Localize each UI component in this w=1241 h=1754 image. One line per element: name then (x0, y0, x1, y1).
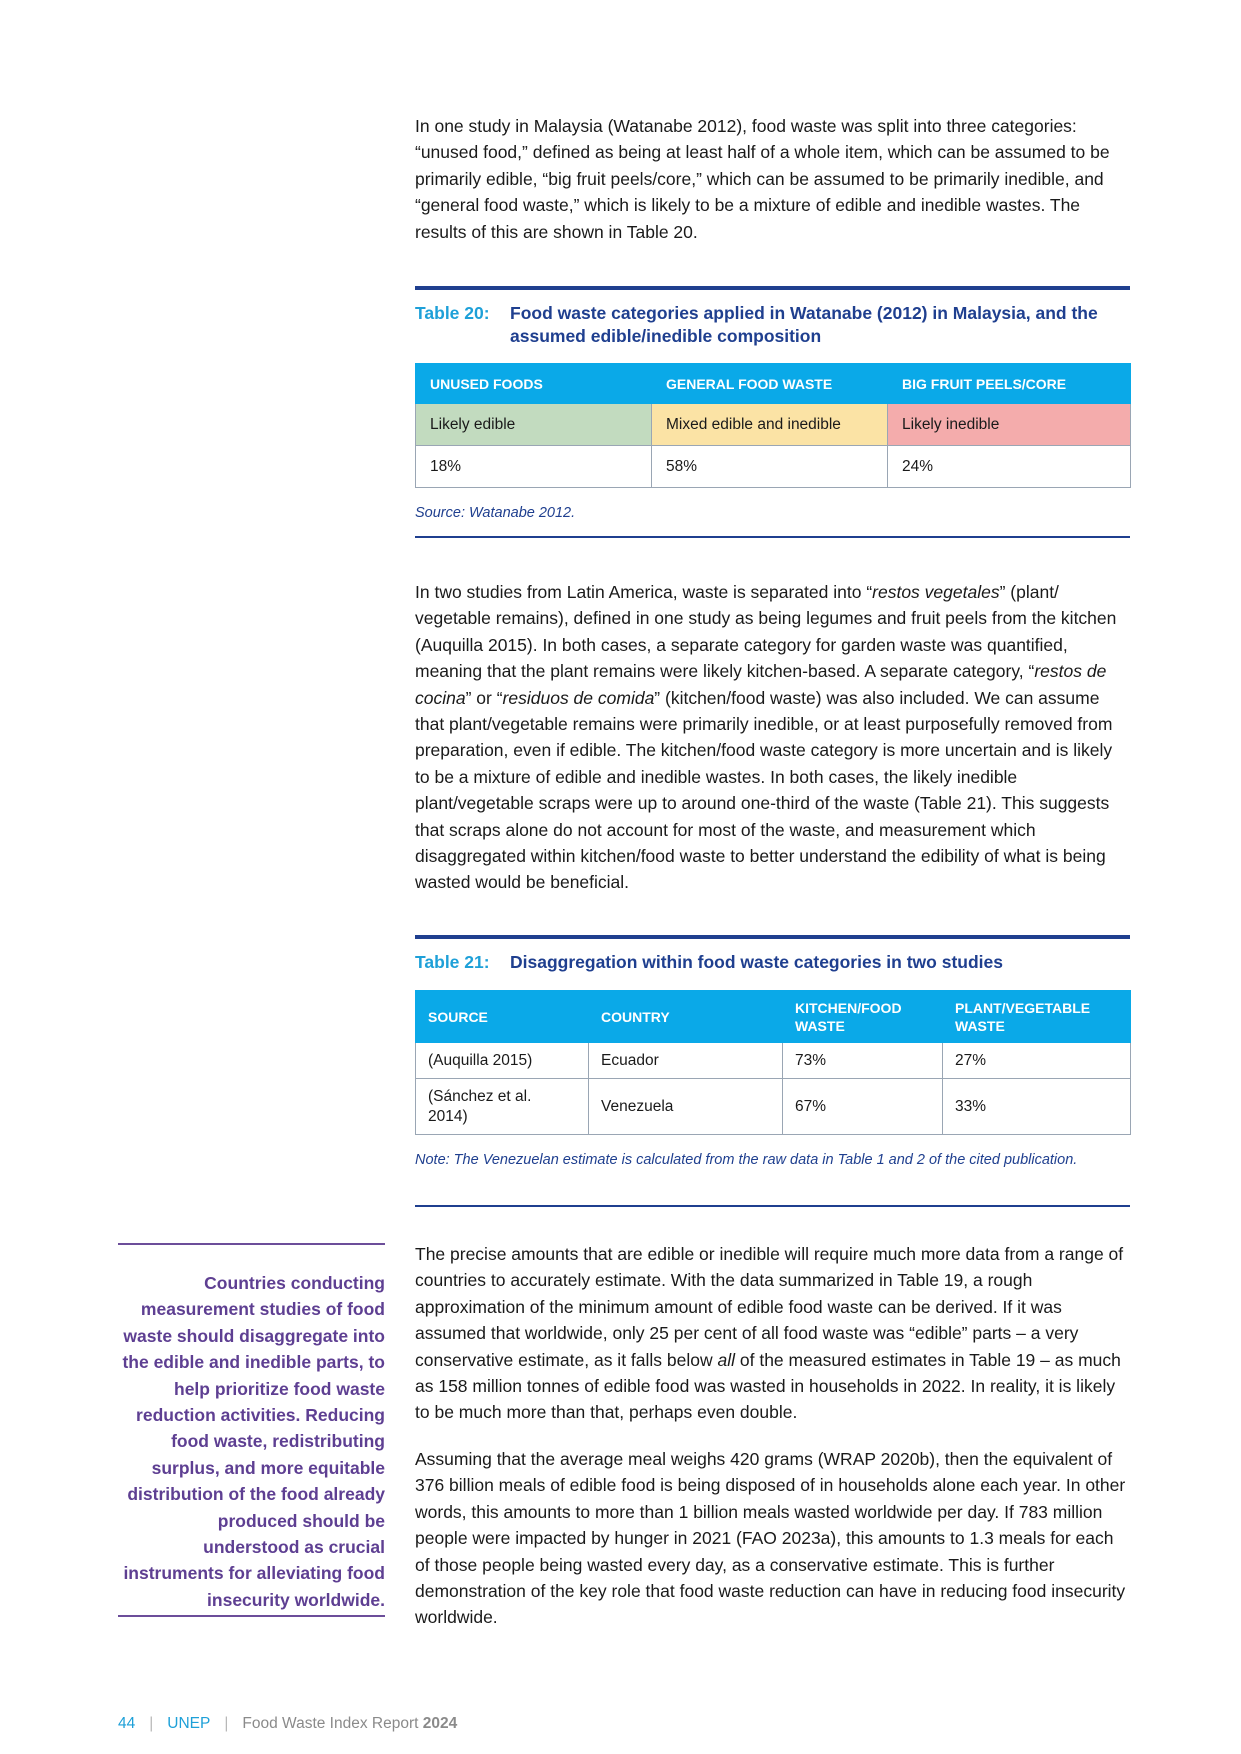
footer-separator: | (149, 1715, 154, 1732)
table21-header-row (416, 991, 1131, 1043)
table20-cell-likely-inedible: Likely inedible (888, 404, 1131, 446)
paragraph-meals-equivalent: Assuming that the average meal weighs 420 grams (WRAP 2020b), then the equivalent of 376 billion meals of edible food is being disposed of in households alone each year. In other words, this amounts to more than 1 billion meals wasted worldwide per day. If 783 million people were impacted by hunger in 2021 (FAO 2023a), this amounts to 1.3 meals for each of those people being wasted every day, as a conservative estimate. This is further demonstration of the key role that food waste reduction can have in reducing food insecurity worldwide. (415, 1449, 1126, 1628)
table21-cell: 67% (783, 1079, 943, 1135)
page-footer (118, 1715, 457, 1733)
table20-cell-share: 24% (888, 446, 1131, 488)
footer-year: 2024 (422, 1715, 458, 1732)
footer-organization: UNEP (167, 1715, 211, 1732)
table20-category-row (416, 404, 1131, 446)
paragraph-latin-america: In two studies from Latin America, waste is separated into “restos vegetales” (plant/ vegetable remains), defined in one study as being legumes and fruit peels from the kitchen (Auquilla 2015). In both cases, a separate category for garden waste was quantified, meaning that the plant remains were likely kitchen-based. A separate category, “restos de cocina” or “residuos de comida” (kitchen/food waste) was also included. We can assume that plant/vegetable remains were primarily inedible, or at least purposefully removed from preparation, even if edible. The kitchen/food waste category is more uncertain and is likely to be a mixture of edible and inedible wastes. In both cases, the likely inedible plant/vegetable scraps were up to around one-third of the waste (Table 21). This suggests that scraps alone do not account for most of the waste, and measurement which disaggregated within kitchen/food waste to better understand the edibility of what is being wasted would be beneficial. (415, 582, 1117, 893)
table21-cell: 73% (783, 1043, 943, 1079)
table20 (415, 363, 1131, 488)
sidebar-bottom-rule (118, 1615, 385, 1617)
table20-header-row (416, 364, 1131, 404)
table20-cell-share: 18% (416, 446, 652, 488)
table21-number: Table 21: (415, 952, 490, 972)
table20-number: Table 20: (415, 303, 490, 323)
table21 (415, 990, 1131, 1135)
table21-bottom-rule (415, 1205, 1130, 1207)
table21-cell: (Sánchez et al. 2014) (416, 1079, 589, 1135)
table21-cell: Venezuela (589, 1079, 783, 1135)
table21-header-cell: COUNTRY (589, 991, 783, 1043)
table20-top-rule (415, 286, 1130, 290)
page-number: 44 (118, 1715, 136, 1732)
table20-header-cell: UNUSED FOODS (416, 364, 652, 404)
footer-separator: | (224, 1715, 229, 1732)
table20-share-row (416, 446, 1131, 488)
table21-top-rule (415, 935, 1130, 939)
table21-note: Note: The Venezuelan estimate is calculated from the raw data in Table 1 and 2 of the cited publication. (415, 1152, 1078, 1168)
table21-header-cell: KITCHEN/FOOD WASTE (783, 991, 943, 1043)
footer-report-title: Food Waste Index Report (242, 1715, 419, 1732)
sidebar-pull-quote: Countries conducting measurement studies of food waste should disaggregate into the edible and inedible parts, to help prioritize food waste reduction activities. Reducing food waste, redistributing surplus, and more equitable distribution of the food already produced should be understood as crucial instruments for alleviating food insecurity worldwide. (122, 1273, 385, 1610)
table21-title: Disaggregation within food waste categories in two studies (510, 952, 1003, 972)
table-row (416, 1079, 1131, 1135)
table20-title: Food waste categories applied in Watanabe (2012) in Malaysia, and the assumed edible/inedible composition (510, 303, 1098, 346)
table21-header-cell: SOURCE (416, 991, 589, 1043)
sidebar-top-rule (118, 1243, 385, 1245)
table20-bottom-rule (415, 536, 1130, 538)
table20-header-cell: BIG FRUIT PEELS/CORE (888, 364, 1131, 404)
table20-cell-likely-edible: Likely edible (416, 404, 652, 446)
paragraph-edible-estimate: The precise amounts that are edible or inedible will require much more data from a range of countries to accurately estimate. With the data summarized in Table 19, a rough approximation of the minimum amount of edible food waste can be derived. If it was assumed that worldwide, only 25 per cent of all food waste was “edible” parts – a very conservative estimate, as it falls below all of the measured estimates in Table 19 – as much as 158 million tonnes of edible food was wasted in households in 2022. In reality, it is likely to be much more than that, perhaps even double. (415, 1244, 1124, 1423)
table-row (416, 1043, 1131, 1079)
table20-cell-share: 58% (652, 446, 888, 488)
table20-cell-mixed: Mixed edible and inedible (652, 404, 888, 446)
table20-header-cell: GENERAL FOOD WASTE (652, 364, 888, 404)
table21-cell: 27% (943, 1043, 1131, 1079)
table21-cell: (Auquilla 2015) (416, 1043, 589, 1079)
table21-cell: 33% (943, 1079, 1131, 1135)
table20-source: Source: Watanabe 2012. (415, 505, 576, 521)
table21-cell: Ecuador (589, 1043, 783, 1079)
table21-header-cell: PLANT/VEGETABLE WASTE (943, 991, 1131, 1043)
paragraph-intro-malaysia: In one study in Malaysia (Watanabe 2012), food waste was split into three categories: “unused food,” defined as being at least half of a whole item, which can be assumed to be primarily edible, “big fruit peels/core,” which can be assumed to be primarily inedible, and “general food waste,” which is likely to be a mixture of edible and inedible wastes. The results of this are shown in Table 20. (415, 116, 1110, 242)
